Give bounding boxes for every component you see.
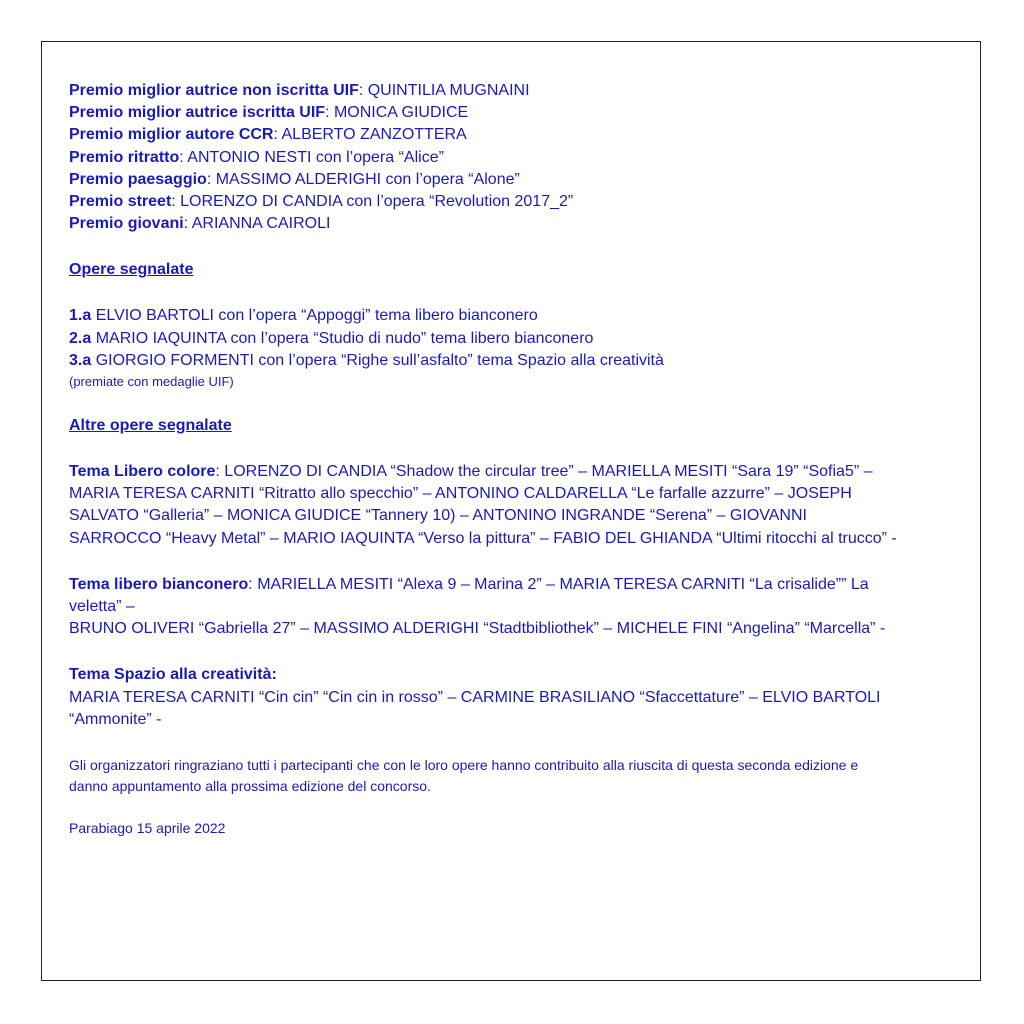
tema-spazio-creativita: Tema Spazio alla creatività: MARIA TERESA CARNITI “Cin cin” “Cin cin in rosso” – CARMINE BRASILIANO “Sfaccettature” – ELVIO BARTOLI “Ammonite” - [69, 666, 881, 728]
award-line: Premio street: LORENZO DI CANDIA con l’opera “Revolution 2017_2” [69, 193, 574, 211]
document-body [69, 80, 959, 839]
opere-segnalate-list [69, 305, 959, 391]
award-line: Premio paesaggio: MASSIMO ALDERIGHI con l’opera “Alone” [69, 170, 520, 188]
tema-label: Tema Spazio alla creatività [69, 666, 272, 684]
closing-note: Gli organizzatori ringraziano tutti i partecipanti che con le loro opere hanno contribuito alla riuscita di questa seconda edizione e danno appuntamento alla prossima edizione del concorso. [69, 757, 859, 794]
award-label: Premio miglior autore CCR [69, 126, 274, 144]
tema-libero-colore: Tema Libero colore: LORENZO DI CANDIA “Shadow the circular tree” – MARIELLA MESITI “Sara 19” “Sofia5” – MARIA TERESA CARNITI “Ritratto allo specchio” – ANTONINO CALDARELLA “Le farfalle azzurre” – JOSEPH SALVATO “Galleria” – MONICA GIUDICE “Tannery 10) – ANTONINO INGRANDE “Serena” – GIOVANNI SARROCCO “Heavy Metal” – MARIO IAQUINTA “Verso la pittura” – FABIO DEL GHIANDA “Ultimi ritocchi al trucco” - [69, 463, 897, 547]
award-label: Premio giovani [69, 215, 184, 233]
award-winner: MASSIMO ALDERIGHI con l’opera “Alone” [215, 170, 520, 188]
award-winner: ALBERTO ZANZOTTERA [281, 126, 467, 144]
opere-segnalate-note: (premiate con medaglie UIF) [69, 374, 234, 390]
award-label: Premio ritratto [69, 148, 180, 166]
award-winner: MONICA GIUDICE [333, 104, 469, 122]
award-label: Premio paesaggio [69, 170, 207, 188]
award-winner: LORENZO DI CANDIA con l’opera “Revolution 2017_2” [180, 193, 574, 211]
award-line: Premio giovani: ARIANNA CAIROLI [69, 215, 331, 233]
award-label: Premio miglior autrice iscritta UIF [69, 104, 326, 122]
altre-opere-heading: Altre opere segnalate [69, 417, 232, 435]
list-item: 2.a MARIO IAQUINTA con l’opera “Studio di nudo” tema libero bianconero [69, 329, 594, 347]
opere-segnalate-heading: Opere segnalate [69, 261, 194, 279]
award-winner: ARIANNA CAIROLI [191, 215, 331, 233]
award-line: Premio miglior autore CCR: ALBERTO ZANZOTTERA [69, 126, 467, 144]
award-winner: ANTONIO NESTI con l’opera “Alice” [187, 148, 444, 166]
award-winner: QUINTILIA MUGNAINI [367, 82, 530, 99]
awards-list [69, 80, 959, 235]
award-line: Premio ritratto: ANTONIO NESTI con l’opera “Alice” [69, 148, 444, 166]
tema-label: Tema libero bianconero [69, 575, 249, 593]
place-date: Parabiago 15 aprile 2022 [69, 820, 226, 837]
tema-label: Tema Libero colore [69, 463, 216, 481]
award-label: Premio miglior autrice non iscritta UIF [69, 82, 359, 99]
tema-libero-bianconero: Tema libero bianconero: MARIELLA MESITI “Alexa 9 – Marina 2” – MARIA TERESA CARNITI “La crisalide”” La veletta” – BRUNO OLIVERI “Gabriella 27” – MASSIMO ALDERIGHI “Stadtbibliothek” – MICHELE FINI “Angelina” “Marcella” - [69, 575, 886, 638]
list-item: 1.a ELVIO BARTOLI con l’opera “Appoggi” tema libero bianconero [69, 307, 538, 325]
award-label: Premio street [69, 193, 172, 211]
award-line: Premio miglior autrice non iscritta UIF: QUINTILIA MUGNAINI [69, 82, 530, 99]
list-item: 3.a GIORGIO FORMENTI con l’opera “Righe sull’asfalto” tema Spazio alla creatività [69, 351, 664, 369]
award-line: Premio miglior autrice iscritta UIF: MONICA GIUDICE [69, 104, 469, 122]
